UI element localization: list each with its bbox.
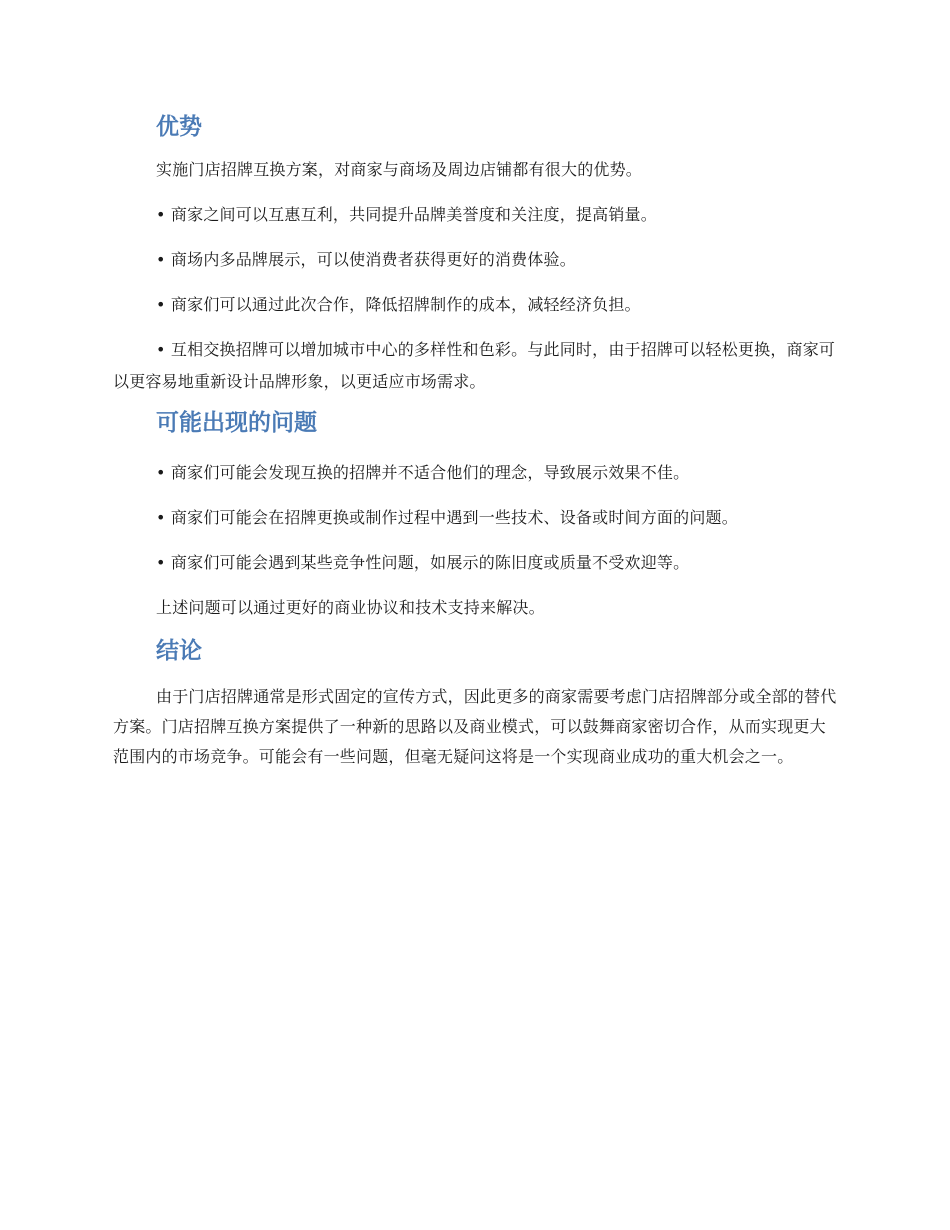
advantages-bullet-2: • 商场内多品牌展示，可以使消费者获得更好的消费体验。 [156, 250, 576, 269]
issues-section [113, 404, 841, 624]
issues-bullet-1: • 商家们可能会发现互换的招牌并不适合他们的理念，导致展示效果不佳。 [156, 463, 690, 482]
advantages-intro: 实施门店招牌互换方案，对商家与商场及周边店铺都有很大的优势。 [156, 160, 643, 179]
issues-heading: 可能出现的问题 [156, 410, 317, 436]
document-page [113, 108, 841, 772]
issues-summary: 上述问题可以通过更好的商业协议和技术支持来解决。 [156, 598, 545, 617]
conclusion-body: 由于门店招牌通常是形式固定的宣传方式，因此更多的商家需要考虑门店招牌部分或全部的替代方案。门店招牌互换方案提供了一种新的思路以及商业模式，可以鼓舞商家密切合作，从而实现更大范围内的市场竞争。可能会有一些问题，但毫无疑问这将是一个实现商业成功的重大机会之一。 [113, 687, 837, 766]
advantages-bullet-3: • 商家们可以通过此次合作，降低招牌制作的成本，减轻经济负担。 [156, 295, 641, 314]
issues-bullet-3: • 商家们可能会遇到某些竞争性问题，如展示的陈旧度或质量不受欢迎等。 [156, 553, 690, 572]
advantages-bullet-4: • 互相交换招牌可以增加城市中心的多样性和色彩。与此同时，由于招牌可以轻松更换，商家可以更容易地重新设计品牌形象，以更适应市场需求。 [113, 340, 836, 391]
advantages-bullet-1: • 商家之间可以互惠互利，共同提升品牌美誉度和关注度，提高销量。 [156, 205, 657, 224]
conclusion-section [113, 632, 841, 772]
issues-bullet-2: • 商家们可能会在招牌更换或制作过程中遇到一些技术、设备或时间方面的问题。 [156, 508, 738, 527]
advantages-section [113, 108, 841, 398]
conclusion-heading: 结论 [156, 638, 202, 664]
advantages-heading: 优势 [156, 114, 202, 140]
